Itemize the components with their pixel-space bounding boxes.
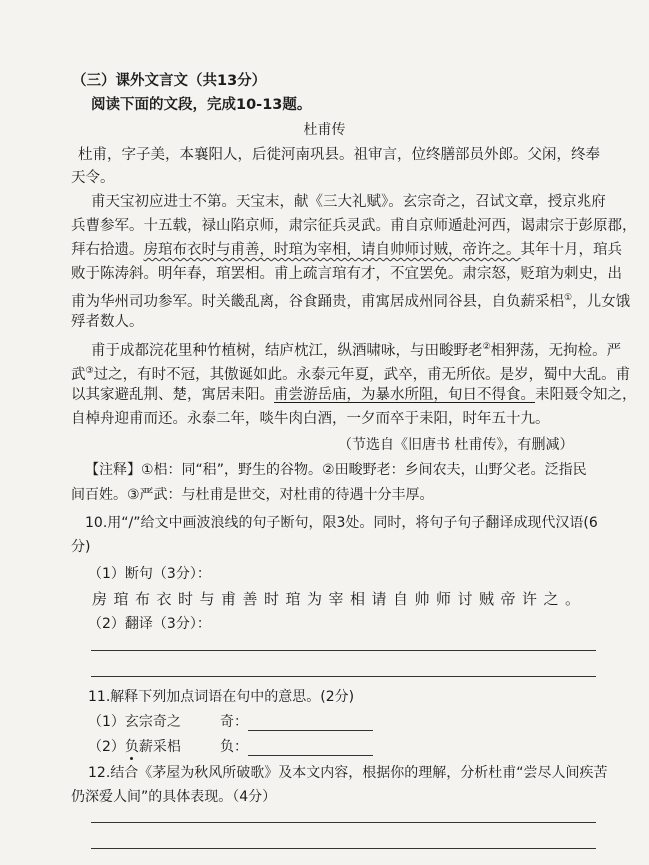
item-text: 宗	[138, 714, 153, 730]
text-run: 武	[71, 366, 86, 383]
item-text: 奇之	[152, 714, 181, 730]
answer-line-12a[interactable]	[91, 822, 596, 823]
item-label: （1）玄	[88, 714, 139, 730]
note-marker-3: ③	[85, 366, 94, 376]
passage-line-3: 甫天宝初应进士不第。天宝末，献《三大礼赋》。玄宗奇之，召试文章，授京兆府	[91, 194, 606, 210]
question-11-item-1	[88, 713, 181, 731]
question-10-sentence: 房琯布衣时与甫善时琯为宰相请自帅师讨贼帝许之。	[92, 590, 587, 608]
passage-line-2: 天令。	[71, 170, 115, 186]
question-10-part-1: （1）断句（3分）：	[88, 566, 211, 582]
note-marker-1: ①	[564, 293, 573, 303]
text-run: 过之，有时不冠，其傲诞如此。永泰元年夏，武卒，甫无所依。是岁，蜀中大乱。甫	[93, 366, 631, 383]
question-11-item-1-answer	[220, 713, 373, 731]
question-12-cont: 仍深爱人间”的具体表现。（4分）	[71, 789, 277, 805]
passage-line-12: 自棹舟迎甫而还。永泰二年，啖牛肉白酒，一夕而卒于耒阳，时年五十九。	[71, 411, 550, 427]
question-11-item-2-answer	[220, 738, 373, 756]
passage-line-1: 杜甫，字子美，本襄阳人，后徙河南巩县。祖审言，位终膳部员外郎。父闲，终奉	[78, 147, 600, 163]
passage-line-11	[71, 386, 637, 404]
text-run: 耒阳聂令知之，	[535, 387, 637, 403]
answer-line-12b[interactable]	[91, 848, 596, 849]
passage-line-8: 殍者数人。	[71, 314, 144, 330]
wavy-underlined-sentence: 房琯布衣时与甫善，时琯为宰相，请自帅师讨贼，帝许之。	[143, 242, 521, 258]
passage-title: 杜甫传	[303, 122, 346, 138]
text-run: 其年十月，琯兵	[520, 242, 622, 258]
question-12: 12.结合《茅屋为秋风所破歌》及本文内容，根据你的理解，分析杜甫“尝尽人间疾苦	[88, 765, 608, 781]
item-label: （2）	[88, 739, 125, 755]
passage-line-4: 兵曹参军。十五载，禄山陷京师，肃宗征兵灵武。甫自京师遁赴河西，谒肃宗于彭原郡，	[71, 218, 637, 234]
text-run: 甫为华州司功参军。时关畿乱离，谷食踊贵，甫寓居成州同谷县，自负薪采梠	[71, 293, 564, 310]
text-run: 拜右拾遗。	[71, 242, 144, 258]
question-11-item-2	[88, 738, 181, 756]
passage-line-9	[91, 338, 621, 360]
question-10: 10.用“/”给文中画波浪线的句子断句，限3处。同时，将句子句子翻译成现代汉语(6	[85, 515, 598, 531]
source-note: （节选自《旧唐书 杜甫传》，有删减）	[338, 437, 574, 453]
word-label: 奇：	[220, 714, 248, 730]
dotted-word: 负	[124, 739, 139, 755]
item-text: 薪采梠	[138, 739, 181, 755]
word-label: 负：	[220, 739, 248, 755]
answer-blank-1[interactable]	[248, 716, 373, 731]
text-run: 以其家避乱荆、楚，寓居耒阳。	[71, 387, 274, 403]
annotation-line-2: 间百姓。③严武：与杜甫是世交，对杜甫的待遇十分丰厚。	[71, 487, 434, 503]
passage-line-10	[71, 362, 630, 384]
text-run: ，儿女饿	[572, 293, 631, 310]
answer-line-10b[interactable]	[91, 676, 596, 677]
note-marker-2: ②	[482, 342, 491, 352]
passage-line-5	[71, 241, 622, 259]
answer-line-10a[interactable]	[91, 650, 596, 651]
question-10-cont: 分)	[71, 539, 91, 555]
question-10-part-2: （2）翻译（3分）：	[88, 616, 211, 632]
passage-line-7	[71, 289, 630, 311]
instruction: 阅读下面的文段，完成10-13题。	[91, 97, 312, 113]
section-title: （三）课外文言文（共13分）	[72, 73, 267, 89]
text-run: 相狎荡，无拘检。严	[490, 342, 622, 359]
answer-blank-2[interactable]	[248, 741, 373, 756]
annotation-line-1: 【注释】①梠：同“稆”，野生的谷物。②田畯野老：乡间农夫，山野父老。泛指民	[85, 462, 587, 478]
underlined-sentence: 甫尝游岳庙，为暴水所阻，旬日不得食。	[274, 387, 535, 403]
passage-line-6: 败于陈涛斜。明年春，琯罢相。甫上疏言琯有才，不宜罢免。肃宗怒，贬琯为刺史，出	[71, 266, 622, 282]
question-11: 11.解释下列加点词语在句中的意思。(2分)	[88, 689, 355, 705]
text-run: 甫于成都浣花里种竹植树，结庐枕江，纵酒啸咏，与田畯野老	[91, 342, 483, 359]
